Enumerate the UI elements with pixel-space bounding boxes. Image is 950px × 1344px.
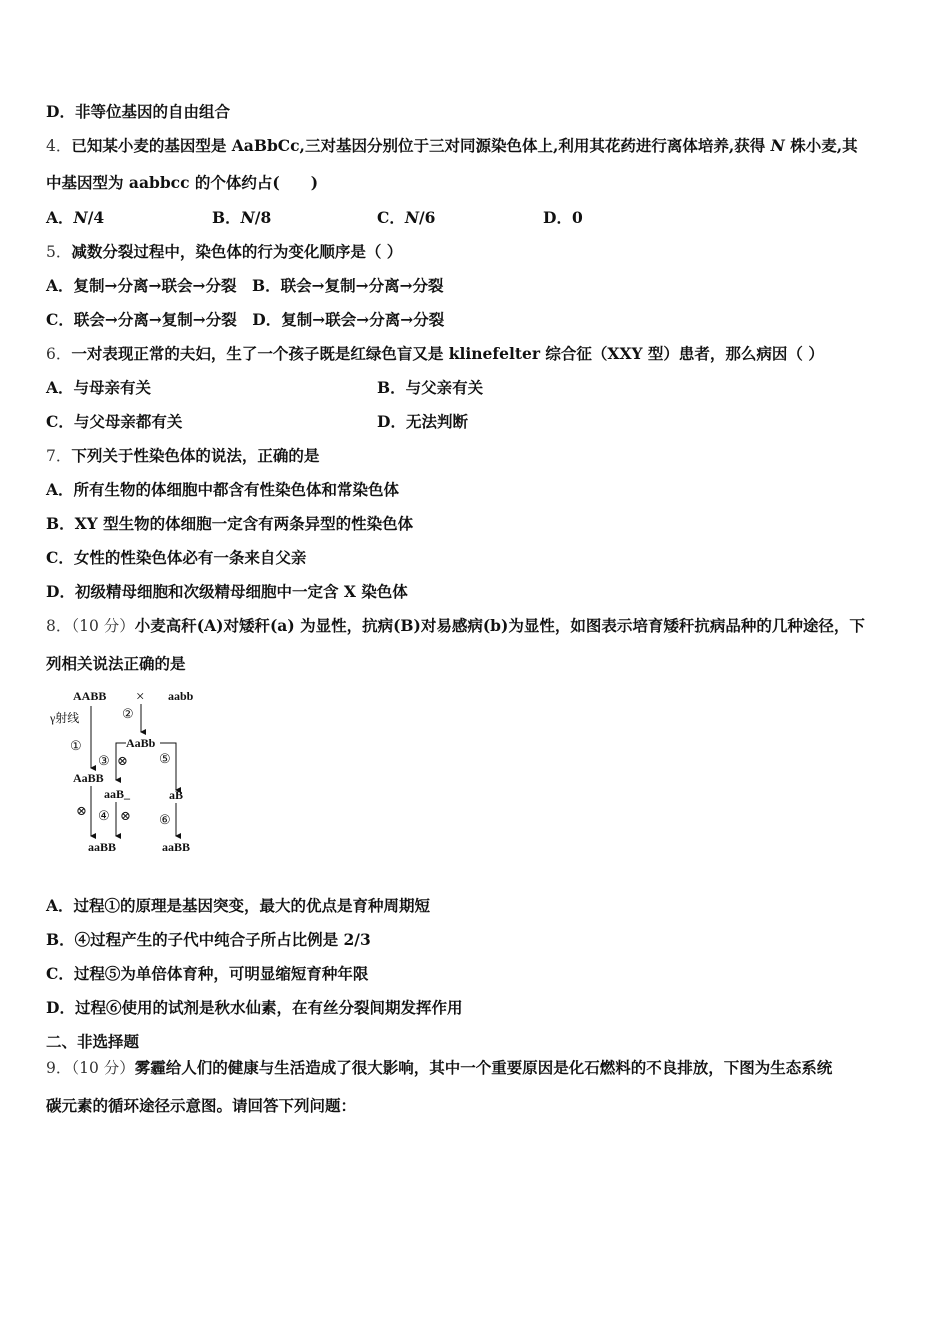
step-5-label: ⑤ — [159, 751, 171, 766]
q7-option-d: D．初级精母细胞和次级精母细胞中一定含 X 染色体 — [46, 582, 408, 601]
q4-number: 4． — [46, 137, 72, 155]
q6-option-a: A．与母亲有关 — [46, 378, 152, 397]
q4-option-a: A．N/4 — [46, 208, 105, 227]
q7-option-a: A．所有生物的体细胞中都含有性染色体和常染色体 — [46, 480, 400, 499]
f1-aabb: AaBb — [126, 736, 156, 750]
aab-genotype: aaB_ — [104, 787, 131, 801]
q5-options-row1: A．复制→分离→联会→分裂 B．联会→复制→分离→分裂 — [46, 276, 444, 295]
q8-option-b: B．④过程产生的子代中纯合子所占比例是 2/3 — [46, 930, 371, 949]
q8-stem-line1: 8．（10 分）小麦高秆(A)对矮秆(a) 为显性，抗病(B)对易感病(b)为显性，如图表示培育矮秆抗病品种的几种途径，下 — [46, 616, 865, 635]
breeding-pathway-diagram — [40, 684, 220, 864]
q6-option-b: B．与父亲有关 — [377, 378, 484, 397]
q5-options-row2: C．联会→分离→复制→分裂 D．复制→联会→分离→分裂 — [46, 310, 445, 329]
q4-var-n: N — [770, 136, 785, 155]
q4-stem-line1 — [46, 136, 858, 156]
mutant-aabb: AaBB — [73, 771, 104, 785]
q4-option-c: C．N/6 — [377, 208, 436, 227]
cross-symbol: × — [136, 689, 145, 705]
q8-stem-line2: 列相关说法正确的是 — [46, 654, 186, 673]
gamete-ab: aB — [169, 788, 184, 802]
q6-option-c: C．与父母亲都有关 — [46, 412, 183, 431]
q4-option-b: B．N/8 — [212, 208, 272, 227]
step-3-label: ③ — [98, 753, 110, 768]
q7-stem: 7．下列关于性染色体的说法，正确的是 — [46, 446, 320, 465]
q8-option-d: D．过程⑥使用的试剂是秋水仙素，在有丝分裂间期发挥作用 — [46, 998, 463, 1017]
self-cross-symbol-1: ⊗ — [117, 753, 128, 768]
q9-stem-line1: 9．（10 分）雾霾给人们的健康与生活造成了很大影响，其中一个重要原因是化石燃料的不良排放，下图为生态系统 — [46, 1058, 833, 1077]
q7-option-c: C．女性的性染色体必有一条来自父亲 — [46, 548, 307, 567]
q6-stem: 6．一对表现正常的夫妇，生了一个孩子既是红绿色盲又是 klinefelter 综合征（XXY 型）患者，那么病因（ ） — [46, 344, 824, 363]
parent-aabb-recessive: aabb — [168, 689, 194, 703]
q6-option-d: D．无法判断 — [377, 412, 468, 431]
self-cross-symbol-3: ⊗ — [120, 808, 131, 823]
step-6-label: ⑥ — [159, 812, 171, 827]
q3-option-d: D．非等位基因的自由组合 — [46, 102, 230, 121]
q8-option-c: C．过程⑤为单倍体育种，可明显缩短育种年限 — [46, 964, 369, 983]
q4-stem-line2: 中基因型为 aabbcc 的个体约占( ) — [46, 173, 319, 192]
step-4-label: ④ — [98, 808, 110, 823]
q4-text-a: 已知某小麦的基因型是 AaBbCc,三对基因分别位于三对同源染色体上,利用其花药进行离体培养,获得 — [71, 136, 771, 155]
step-2-label: ② — [122, 706, 134, 721]
step-1-label: ① — [70, 738, 82, 753]
section-heading-non-choice: 二、非选择题 — [46, 1032, 140, 1051]
q5-stem: 5．减数分裂过程中，染色体的行为变化顺序是（ ） — [46, 242, 403, 261]
q9-stem-line2: 碳元素的循环途径示意图。请回答下列问题： — [46, 1096, 357, 1115]
self-cross-symbol-2: ⊗ — [76, 803, 87, 818]
q4-option-d: D．0 — [543, 208, 583, 227]
q8-option-a: A．过程①的原理是基因突变，最大的优点是育种周期短 — [46, 896, 431, 915]
q7-option-b: B．XY 型生物的体细胞一定含有两条异型的性染色体 — [46, 514, 414, 533]
parent-aabb-dominant: AABB — [73, 689, 107, 703]
gamma-ray-label: γ射线 — [50, 711, 80, 725]
result-aabb-right: aaBB — [162, 840, 191, 854]
result-aabb-left: aaBB — [88, 840, 117, 854]
q4-text-b: 株小麦,其 — [784, 136, 858, 155]
